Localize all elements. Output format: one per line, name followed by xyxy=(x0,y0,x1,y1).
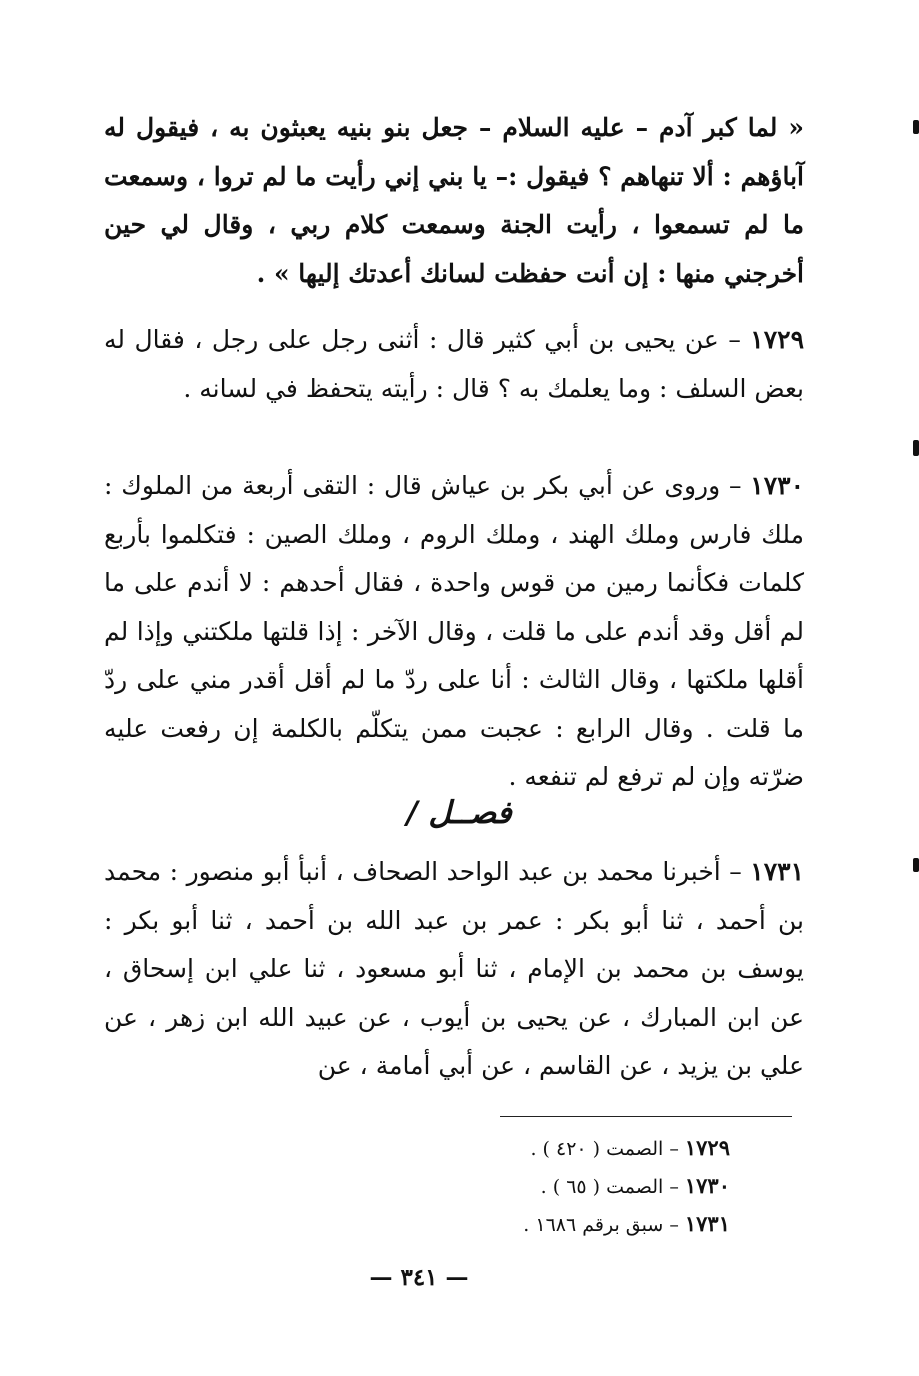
margin-mark xyxy=(913,120,919,134)
entry-1729 xyxy=(104,316,804,413)
footnote-text: – الصمت ( ٦٥ ) . xyxy=(540,1176,685,1198)
footnote-text: – الصمت ( ٤٢٠ ) . xyxy=(530,1138,685,1160)
footnote-number: ١٧٣٠ xyxy=(684,1173,730,1198)
margin-mark xyxy=(913,440,919,456)
margin-mark xyxy=(913,858,919,872)
entry-text: – أخبرنا محمد بن عبد الواحد الصحاف ، أنبأ أبو منصور : محمد بن أحمد ، ثنا أبو بكر : عمر بن عبد الله بن أحمد ، ثنا أبو بكر : يوسف بن محمد بن الإمام ، ثنا أبو مسعود ، ثنا علي ابن إسحاق ، عن ابن المبارك ، عن يحيى بن أيوب ، عن عبيد الله ابن زهر ، عن علي بن يزيد ، عن القاسم ، عن أبي أمامة ، عن xyxy=(104,857,804,1080)
footnote-text: – سبق برقم ١٦٨٦ . xyxy=(523,1214,685,1236)
footnote-divider xyxy=(500,1116,792,1117)
footnote xyxy=(420,1133,730,1164)
entry-text: – وروى عن أبي بكر بن عياش قال : التقى أربعة من الملوك : ملك فارس وملك الهند ، وملك الروم ، وملك الصين : فتكلموا بأربع كلمات فكأنما رمين من قوس واحدة ، فقال أحدهم : لا أندم على ما لم أقل وقد أندم على ما قلت ، وقال الآخر : إذا قلتها ملكتني وإذا لم أقلها ملكتها ، وقال الثالث : أنا على ردّ ما لم أقل أقدر مني على ردّ ما قلت . وقال الرابع : عجبت ممن يتكلّم بالكلمة إن رفعت عليه ضرّته وإن لم ترفع لم تنفعه . xyxy=(104,471,804,791)
footnote xyxy=(420,1171,730,1202)
footnote xyxy=(420,1209,730,1240)
footnote-number: ١٧٢٩ xyxy=(684,1135,730,1160)
footnote-number: ١٧٣١ xyxy=(684,1211,730,1236)
entry-number: ١٧٣١ xyxy=(750,857,804,886)
entry-text: – عن يحيى بن أبي كثير قال : أثنى رجل على رجل ، فقال له بعض السلف : وما يعلمك به ؟ قال : رأيته يتحفظ في لسانه . xyxy=(104,325,804,403)
entry-1730 xyxy=(104,462,804,802)
entry-number: ١٧٣٠ xyxy=(750,471,804,500)
section-heading: فصــل / xyxy=(406,795,512,831)
entry-1731 xyxy=(104,848,804,1091)
entry-number: ١٧٢٩ xyxy=(750,325,804,354)
quoted-passage: « لما كبر آدم – عليه السلام – جعل بنو بنيه يعبثون به ، فيقول له آباؤهم : ألا تنهاهم ؟ فيقول :– يا بني إني رأيت ما لم تروا ، وسمعت ما لم تسمعوا ، رأيت الجنة وسمعت كلام ربي ، وقال لي حين أخرجني منها : إن أنت حفظت لسانك أعدتك إليها » . xyxy=(104,113,804,288)
page-number: — ٣٤١ — xyxy=(369,1264,469,1291)
